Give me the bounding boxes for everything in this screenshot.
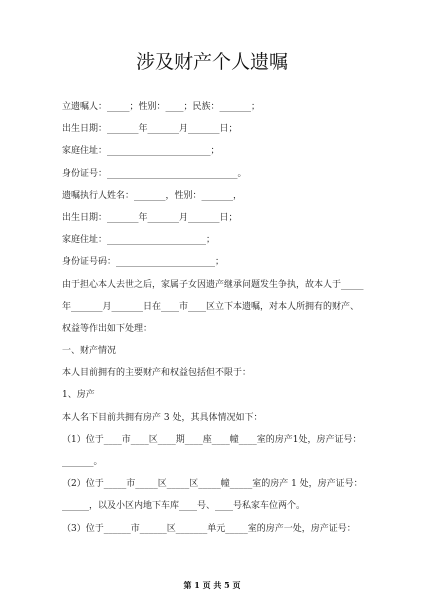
property-item-3-line: （3）位于______市______区_______单元_____室的房产一处，房产证号： bbox=[62, 523, 356, 534]
executor-name-line: 遗嘱执行人姓名：_______，性别：_______， bbox=[62, 190, 243, 201]
preamble-line-3: 权益等作出如下处理： bbox=[62, 323, 153, 334]
testator-id-number-line: 身份证号：_____________________________。 bbox=[62, 168, 247, 179]
page-footer: 第 1 页 共 5 页 bbox=[183, 580, 241, 590]
property-item-1-line: （1）位于____市____区____期____座____幢____室的房产1处，房产证号： bbox=[62, 434, 362, 445]
testator-birth-date-line: 出生日期：_______年_______月_______日； bbox=[62, 124, 238, 135]
testator-address-line: 家庭住址：_______________________； bbox=[62, 146, 220, 157]
property-item-2-line: （2）位于_____市_____区_____区_____幢_____室的房产 1 处，房产证号： bbox=[62, 479, 363, 490]
section-intro: 本人目前拥有的主要财产和权益包括但不限于： bbox=[62, 368, 252, 379]
executor-birth-date-line: 出生日期：_______年_______月_______日； bbox=[62, 212, 238, 223]
property-item-2-continued: ______，以及小区内地下车库____号、____号私家车位两个。 bbox=[62, 501, 306, 512]
executor-address-line: 家庭住址：______________________； bbox=[62, 235, 216, 246]
preamble-line-2: 年_______月_______日在____市____区立下本遗嘱，对本人所拥有的财产、 bbox=[62, 301, 360, 312]
property-intro: 本人名下目前共拥有房产 3 处，其具体情况如下： bbox=[62, 412, 263, 423]
testator-name-line: 立遗嘱人：_____；性别：____；民族：_______； bbox=[62, 102, 261, 112]
subsection-heading-real-estate: 1、房产 bbox=[62, 390, 95, 401]
executor-id-number-line: 身份证号码：______________________； bbox=[62, 257, 225, 268]
document-body bbox=[62, 96, 392, 540]
property-item-1-continued: _______。 bbox=[62, 457, 103, 467]
page-title: 涉及财产个人遗嘱 bbox=[135, 51, 288, 73]
section-heading-property: 一、财产情况 bbox=[62, 346, 117, 357]
preamble-line-1: 由于担心本人去世之后，家属子女因遗产继承问题发生争执，故本人于_____ bbox=[62, 279, 364, 290]
